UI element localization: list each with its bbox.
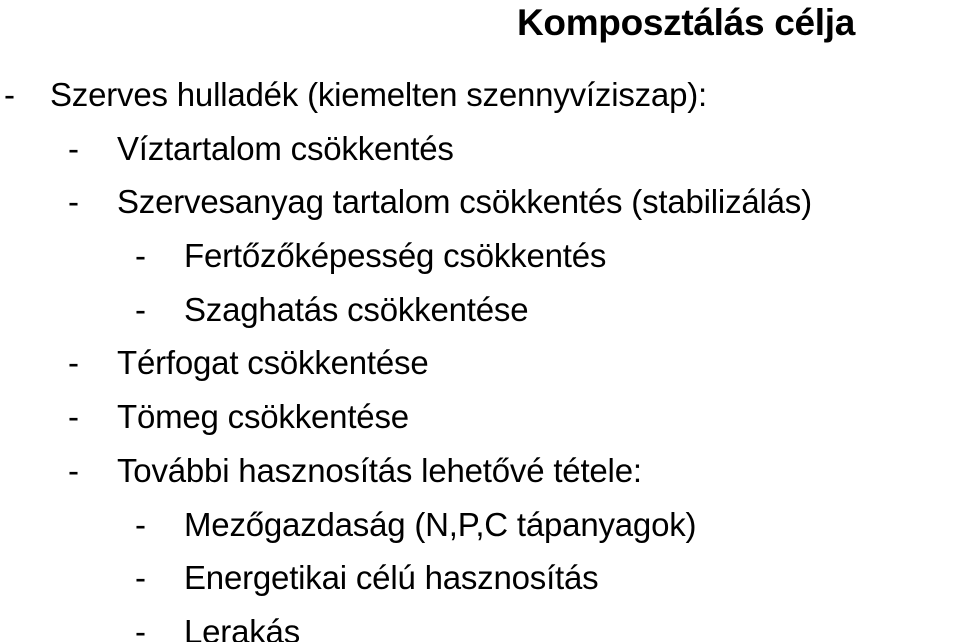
list-item-text: Szervesanyag tartalom csökkentés (stabilizálás) xyxy=(117,183,812,221)
bullet-dash: - xyxy=(4,76,15,113)
list-item-text: Térfogat csökkentése xyxy=(117,344,429,382)
bullet-dash: - xyxy=(68,344,79,382)
list-item-text: Lerakás xyxy=(184,612,301,642)
list-item-text: Szaghatás csökkentése xyxy=(184,290,529,328)
list-item-text: Tömeg csökkentése xyxy=(117,398,409,436)
list-item-text: Szerves hulladék (kiemelten szennyvíziszap): xyxy=(50,76,707,113)
bullet-dash: - xyxy=(68,183,79,221)
list-item-text: Fertőzőképesség csökkentés xyxy=(184,237,607,275)
slide-title: Komposztálás célja xyxy=(516,2,855,43)
bullet-dash: - xyxy=(135,237,146,275)
list-item-text: Energetikai célú hasznosítás xyxy=(184,559,599,597)
list-item-text: Mezőgazdaság (N,P,C tápanyagok) xyxy=(184,505,697,543)
bullet-dash: - xyxy=(135,612,146,642)
bullet-dash: - xyxy=(68,451,79,489)
list-item-text: Víztartalom csökkentés xyxy=(117,129,454,167)
bullet-dash: - xyxy=(135,505,146,543)
list-item-text: További hasznosítás lehetővé tétele: xyxy=(117,451,642,489)
bullet-dash: - xyxy=(135,559,146,597)
bullet-dash: - xyxy=(68,398,79,436)
bullet-dash: - xyxy=(68,129,79,167)
bullet-dash: - xyxy=(135,290,146,328)
